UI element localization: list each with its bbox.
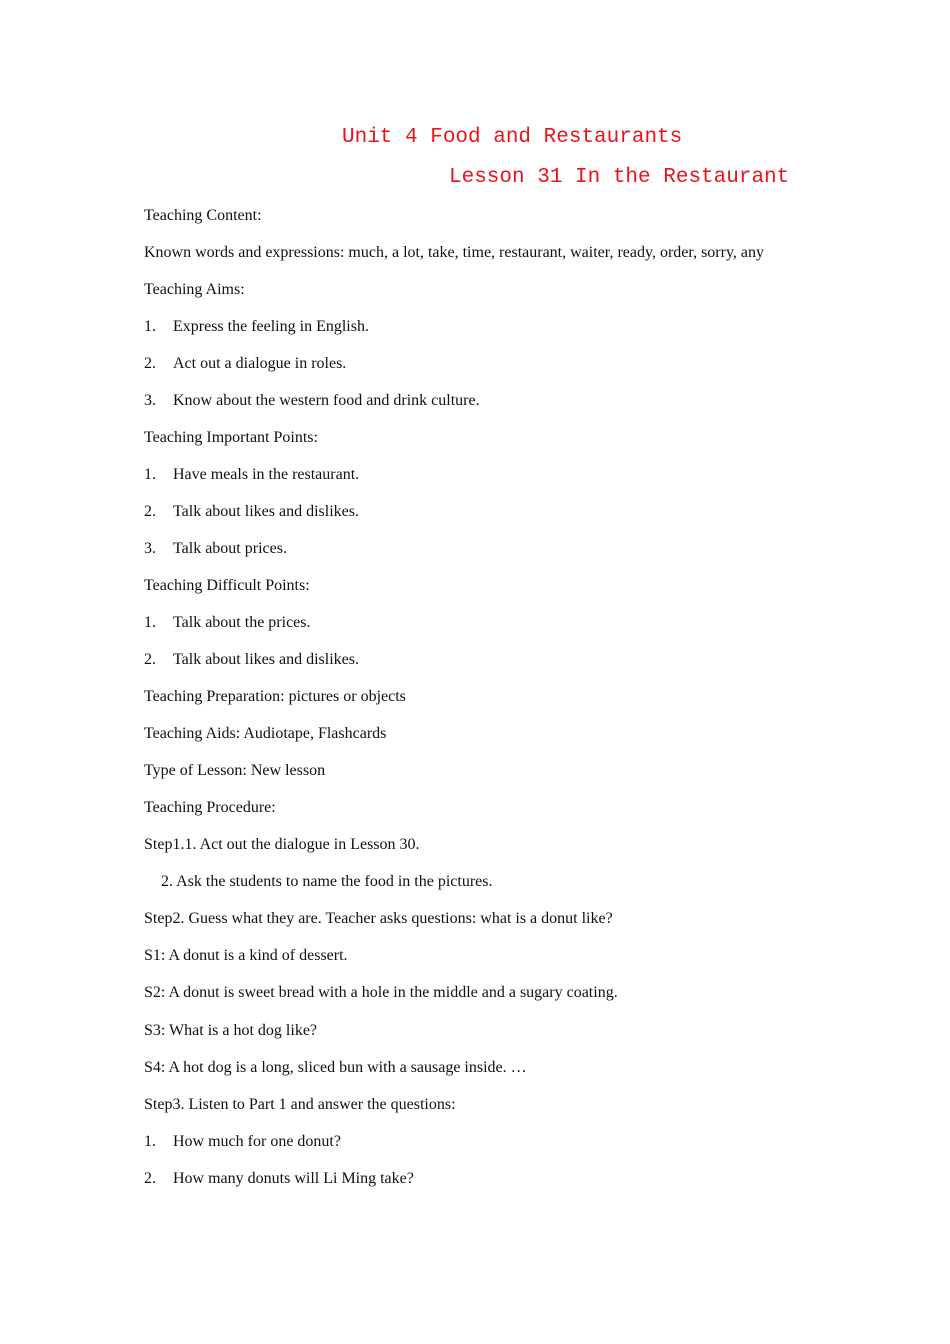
list-text: Know about the western food and drink culture. [173, 392, 480, 409]
step1-line1: Step1.1. Act out the dialogue in Lesson 30. [144, 836, 420, 853]
list-item [144, 319, 369, 335]
dialogue-line: S2: A donut is sweet bread with a hole in the middle and a sugary coating. [144, 984, 618, 1001]
list-item [144, 615, 311, 631]
list-text: Talk about prices. [173, 540, 287, 557]
preparation-line: Teaching Preparation: pictures or objects [144, 688, 406, 705]
list-number: 2. [144, 503, 156, 520]
lesson-type-line: Type of Lesson: New lesson [144, 762, 326, 779]
step3-heading: Step3. Listen to Part 1 and answer the questions: [144, 1096, 456, 1113]
list-item [144, 467, 359, 483]
list-number: 1. [144, 318, 156, 335]
list-text: Have meals in the restaurant. [173, 466, 360, 483]
list-number: 1. [144, 614, 156, 631]
list-item [144, 504, 359, 520]
list-item [144, 1134, 341, 1150]
list-text: How much for one donut? [173, 1133, 341, 1150]
dialogue-line: S4: A hot dog is a long, sliced bun with a sausage inside. … [144, 1059, 527, 1076]
list-number: 3. [144, 540, 156, 557]
list-item [144, 393, 480, 409]
list-text: Talk about likes and dislikes. [173, 503, 359, 520]
procedure-heading: Teaching Procedure: [144, 799, 276, 816]
list-text: Express the feeling in English. [173, 318, 369, 335]
known-words-line: Known words and expressions: much, a lot, take, time, restaurant, waiter, ready, order, sorry, any [144, 244, 765, 261]
list-item [144, 1171, 414, 1187]
dialogue-line: S3: What is a hot dog like? [144, 1022, 318, 1039]
page-title: Unit 4 Food and Restaurants [342, 126, 683, 149]
list-number: 1. [144, 1133, 156, 1150]
list-text: How many donuts will Li Ming take? [173, 1170, 414, 1187]
list-item [144, 652, 359, 668]
lesson-subtitle: Lesson 31 In the Restaurant [449, 166, 790, 189]
list-number: 1. [144, 466, 156, 483]
teaching-aims-heading: Teaching Aims: [144, 281, 245, 298]
aids-line: Teaching Aids: Audiotape, Flashcards [144, 725, 387, 742]
list-text: Talk about likes and dislikes. [173, 651, 359, 668]
dialogue-line: S1: A donut is a kind of dessert. [144, 947, 348, 964]
list-number: 3. [144, 392, 156, 409]
list-number: 2. [144, 1170, 156, 1187]
list-number: 2. [144, 651, 156, 668]
list-text: Act out a dialogue in roles. [173, 355, 347, 372]
step1-line2: 2. Ask the students to name the food in the pictures. [161, 873, 493, 890]
list-number: 2. [144, 355, 156, 372]
step2-line: Step2. Guess what they are. Teacher asks questions: what is a donut like? [144, 910, 613, 927]
list-item [144, 541, 287, 557]
important-points-heading: Teaching Important Points: [144, 429, 318, 446]
difficult-points-heading: Teaching Difficult Points: [144, 577, 310, 594]
list-text: Talk about the prices. [173, 614, 311, 631]
list-item [144, 356, 346, 372]
teaching-content-heading: Teaching Content: [144, 207, 262, 224]
